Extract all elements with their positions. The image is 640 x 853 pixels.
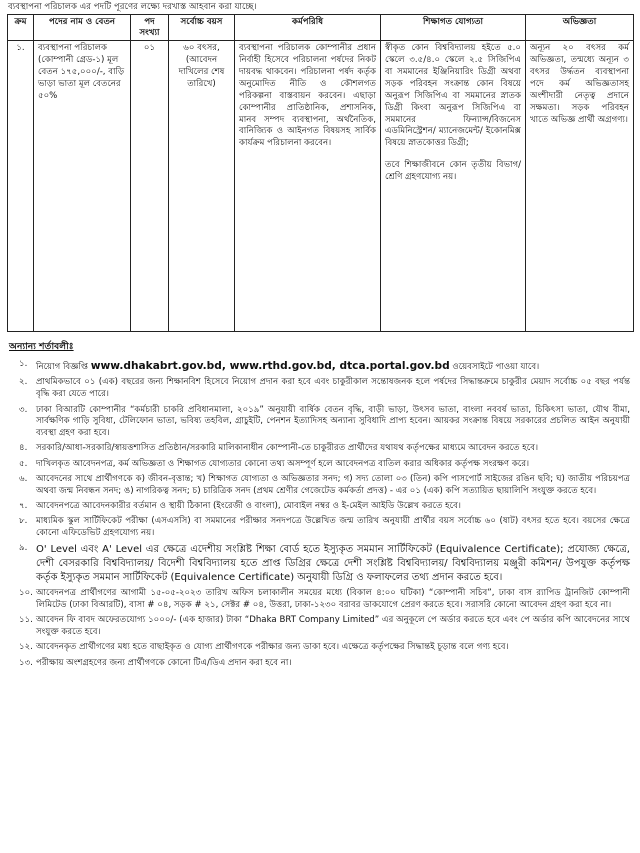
condition-text: O' Level এবং A' Level এর ক্ষেত্রে এদেশীয় সংশ্লিষ্ট শিক্ষা বোর্ড হতে ইস্যুকৃত সমমান সার্টিফিকেট (Equivalence Certificate); প্রযোজ্য ক্ষেত্রে, দেশী বেসরকারি বিশ্ববিদ্যালয়/ বিদেশী বিশ্ববিদ্যালয় হতে প্রাপ্ত ডিগ্রির ক্ষেত্রে দেশী সংশ্লিষ্ট বিশ্ববিদ্যালয়/ বিশ্ববিদ্যালয় মঞ্জুরী কমিশন/ উপযুক্ত কর্তৃপক্ষ কর্তৃক ইস্যুকৃত সমমান সার্টিফিকেট (Equivalence Certificate) অনুযায়ী ডিগ্রি ও ফলাফলের তথ্য প্রদান করতে হবে। xyxy=(36,544,630,584)
condition-number: ১৩. xyxy=(19,657,33,668)
conditions-heading: অন্যান্য শর্তাবলীঃ xyxy=(9,341,74,353)
list-item xyxy=(9,474,630,498)
list-item xyxy=(9,516,630,540)
condition-text: পরীক্ষায় অংশগ্রহণের জন্য প্রার্থীগণকে কোনো টিএ/ডিএ প্রদান করা হবে না। xyxy=(36,657,292,668)
condition-text: আবেদনপত্র প্রার্থীগণের আগামী ১৫-০৫-২০২৩ তারিখ অফিস চলাকালীন সময়ের মধ্যে (বিকাল ৪:০০ ঘটিকা) “কোম্পানী সচিব”, ঢাকা বাস র‍্যাপিড ট্রানজিট কোম্পানী লিমিটেড (ঢাকা বিআরটি), বাসা # ০৪, সড়ক # ২১, সেক্টর # ০৪, উত্তরা, ঢাকা-১২৩০ বরাবর ডাকযোগে প্রেরণ করতে হবে। সরাসরি কোনো আবেদন গ্রহণ করা হবে না। xyxy=(36,588,630,611)
list-item xyxy=(9,658,630,670)
website-links: www.dhakabrt.gov.bd, www.rthd.gov.bd, dtca.portal.gov.bd xyxy=(90,360,450,373)
condition-text: প্রাথমিকভাবে ০১ (এক) বছরের জন্য শিক্ষানবিশ হিসেবে নিয়োগ প্রদান করা হবে এবং চাকুরীকাল সন্তোষজনক হলে পর্ষদের সিদ্ধান্তক্রমে চাকুরীর মেয়াদ সর্বোচ্চ ০৫ বছর পর্যন্ত বৃদ্ধি করা যেতে পারে। xyxy=(36,377,630,400)
header-age: সর্বোচ্চ বয়স xyxy=(169,15,235,41)
condition-text: মাধ্যমিক স্কুল সার্টিফিকেট পরীক্ষা (এসএসসি) বা সমমানের পরীক্ষার সনদপত্রে উল্লেখিত জন্ম তারিখ অনুযায়ী প্রার্থীর বয়স সর্বোচ্চ ৬০ (ষাট) বৎসর হতে হবে। বয়সের ক্ষেত্রে কোনো এফিডেভিট গ্রহণযোগ্য নয়। xyxy=(36,516,630,539)
cell-education xyxy=(381,41,526,332)
condition-number: ৩. xyxy=(19,404,28,415)
condition-number: ১০. xyxy=(19,588,33,599)
condition-text: আবেদন ফি বাবদ অফেরতযোগ্য ১০০০/- (এক হাজার) টাকা “Dhaka BRT Company Limited” এর অনুকূলে পে অর্ডার করতে হবে এবং পে অর্ডার কপি আবেদনের সাথে সংযুক্ত করতে হবে। xyxy=(36,615,630,638)
condition-text: আবেদনের সাথে প্রার্থীগণকে ক) জীবন-বৃত্তান্ত; খ) শিক্ষাগত যোগ্যতা ও অভিজ্ঞতার সনদ; গ) সদ্য তোলা ০৩ (তিন) কপি পাসপোর্ট সাইজের রঙিন ছবি; ঘ) জাতীয় পরিচয়পত্র অথবা জন্ম নিবন্ধন সনদ; ঙ) নাগরিকত্ব সনদ; চ) চারিত্রিক সনদ (প্রথম শ্রেণীর গেজেটেড কর্মকর্তা প্রদত্ত) - এর ০১ (এক) কপি সত্যায়িত ছায়ালিপি সংযুক্ত করতে হবে। xyxy=(36,473,630,496)
list-item xyxy=(9,543,630,584)
cell-duty: ব্যবস্থাপনা পরিচালক কোম্পানীর প্রধান নির্বাহী হিসেবে পরিচালনা পর্ষদের নিকট দায়বদ্ধ থাকবেন। পরিচালনা পর্ষদ কর্তৃক অনুমোদিত নীতি ও কৌশলগত পরিকল্পনা বাস্তবায়ন করবেন। এছাড়া কোম্পানীর প্রাতিষ্ঠানিক, প্রশাসনিক, মানব সম্পদ ব্যবস্থাপনা, অর্থনৈতিক, বানিজ্যিক ও আইনগত বিষয়সহ সার্বিক কার্যক্রম পরিচালনা করবেন। xyxy=(235,41,381,332)
condition-number: ৯. xyxy=(19,543,28,554)
list-item xyxy=(9,501,630,513)
condition-number: ১১. xyxy=(19,615,33,626)
list-item xyxy=(9,359,630,374)
condition-number: ৮. xyxy=(19,516,28,527)
cell-age: ৬০ বৎসর, (আবেদন দাখিলের শেষ তারিখে) xyxy=(169,41,235,332)
condition-text: আবেদনকৃত প্রার্থীগণের মধ্য হতে বাছাইকৃত ও যোগ্য প্রার্থীগণকে পরীক্ষার জন্য ডাকা হবে। এক্ষেত্রে কর্তৃপক্ষের সিদ্ধান্তই চূড়ান্ত বলে গণ্য হবে। xyxy=(36,642,509,653)
list-item xyxy=(9,588,630,612)
condition-number: ৪. xyxy=(19,443,28,454)
condition-number: ৬. xyxy=(19,473,28,484)
job-table xyxy=(7,14,634,332)
conditions-list xyxy=(0,359,640,669)
condition-number: ২. xyxy=(19,377,28,388)
table-row xyxy=(8,41,634,332)
header-serial: ক্রম xyxy=(8,15,34,41)
condition-text: আবেদনপত্রে আবেদনকারীর বর্তমান ও স্থায়ী ঠিকানা (ইংরেজী ও বাংলা), মোবাইল নম্বর ও ই-মেইল আইডি উল্লেখ করতে হবে। xyxy=(36,501,461,512)
cell-serial: ১. xyxy=(8,41,34,332)
header-post: পদের নাম ও বেতন xyxy=(34,15,131,41)
list-item xyxy=(9,443,630,455)
education-main: স্বীকৃত কোন বিশ্ববিদ্যালয় হইতে ৫.০ স্কেলে ৩.৫/৪.০ স্কেলে ২.৫ সিজিপিএ বা সমমানের ইঞ্জিনিয়ারিং ডিগ্রী অথবা সড়ক পরিবহন সংক্রান্ত কোন বিষয়ে অনুরূপ সিজিপিএ বা সমমানের স্নাতক ডিগ্রী কিংবা অনুরূপ সিজিপিএ বা সমমানের ফিন্যান্স/বিজনেস এডমিনিস্ট্রেশন/ ম্যানেজমেন্ট/ ইকোনমিক্স বিষয়ে স্নাতকোত্তর ডিগ্রী; xyxy=(385,43,521,149)
condition-text: ঢাকা বিআরটি কোম্পানীর “কর্মচারী চাকরি প্রবিধানমালা, ২০১৯” অনুযায়ী বার্ষিক বেতন বৃদ্ধি, বাড়ী ভাড়া, উৎসব ভাতা, বাংলা নববর্ষ ভাতা, চিকিৎসা ভাতা, যৌথ বীমা, সার্বক্ষণিক গাড়ি সুবিধা, টেলিফোন ভাতা, ভবিষ্য তহবিল, গ্রাচুইটি, পেনশন ইত্যাদিসহ অন্যান্য সুবিধাদি প্রাপ্য হবেন। আয়কর সংক্রান্ত বিষয়ে সরকারের প্রচলিত আইন অনুযায়ী ব্যবস্থা গ্রহণ করা হবে। xyxy=(36,404,630,439)
condition-text: দাখিলকৃত আবেদনপত্র, কর্ম অভিজ্ঞতা ও শিক্ষাগত যোগ্যতার কোনো তথ্য অসম্পূর্ণ হলে আবেদনপত্র বাতিল করার অধিকার কর্তৃপক্ষ সংরক্ষণ করে। xyxy=(36,458,530,469)
header-count: পদ সংখ্যা xyxy=(131,15,169,41)
list-item xyxy=(9,405,630,441)
list-item xyxy=(9,642,630,654)
list-item xyxy=(9,377,630,401)
cell-experience: অন্যূন ২০ বৎসর কর্ম অভিজ্ঞতা, তন্মধ্যে অন্যূন ৩ বৎসর উর্দ্ধতন ব্যবস্থাপনা পদে কর্ম অভিজ্ঞতাসহ অংশীদারী নেতৃত্ব প্রদানে সক্ষমতা। সড়ক পরিবহন খাতে অভিজ্ঞ প্রার্থী অগ্রগণ্য। xyxy=(526,41,634,332)
condition-number: ১২. xyxy=(19,642,33,653)
header-experience: অভিজ্ঞতা xyxy=(526,15,634,41)
condition-number: ১. xyxy=(19,359,28,370)
list-item xyxy=(9,459,630,471)
condition-text: নিয়োগ বিজ্ঞপ্তি www.dhakabrt.gov.bd, www.rthd.gov.bd, dtca.portal.gov.bd ওয়েবসাইটে পাওয়া যাবে। xyxy=(36,360,540,373)
table-header-row xyxy=(8,15,634,41)
condition-number: ৭. xyxy=(19,501,28,512)
header-education: শিক্ষাগত যোগ্যতা xyxy=(381,15,526,41)
cell-count: ০১ xyxy=(131,41,169,332)
education-note: তবে শিক্ষাজীবনে কোন তৃতীয় বিভাগ/শ্রেণি গ্রহণযোগ্য নয়। xyxy=(385,160,521,183)
condition-text: সরকারি/আধা-সরকারি/স্বায়ত্তশাসিত প্রতিষ্ঠান/সরকারি মালিকানাধীন কোম্পানী-তে চাকুরীরত প্রার্থীদের যথাযথ কর্তৃপক্ষের মাধ্যমে আবেদন করতে হবে। xyxy=(36,443,539,454)
list-item xyxy=(9,615,630,639)
condition-number: ৫. xyxy=(19,458,28,469)
cell-post: ব্যবস্থাপনা পরিচালক (কোম্পানী গ্রেড-১) মূল বেতন ১৭৫,০০০/-, বাড়ি ভাড়া ভাতা মূল বেতনের ৫০% xyxy=(34,41,131,332)
header-duty: কর্মপরিধি xyxy=(235,15,381,41)
intro-line: ব্যবস্থাপনা পরিচালক এর পদটি পূরণের লক্ষ্যে দরখাস্ত আহবান করা যাচ্ছে। xyxy=(8,2,257,12)
